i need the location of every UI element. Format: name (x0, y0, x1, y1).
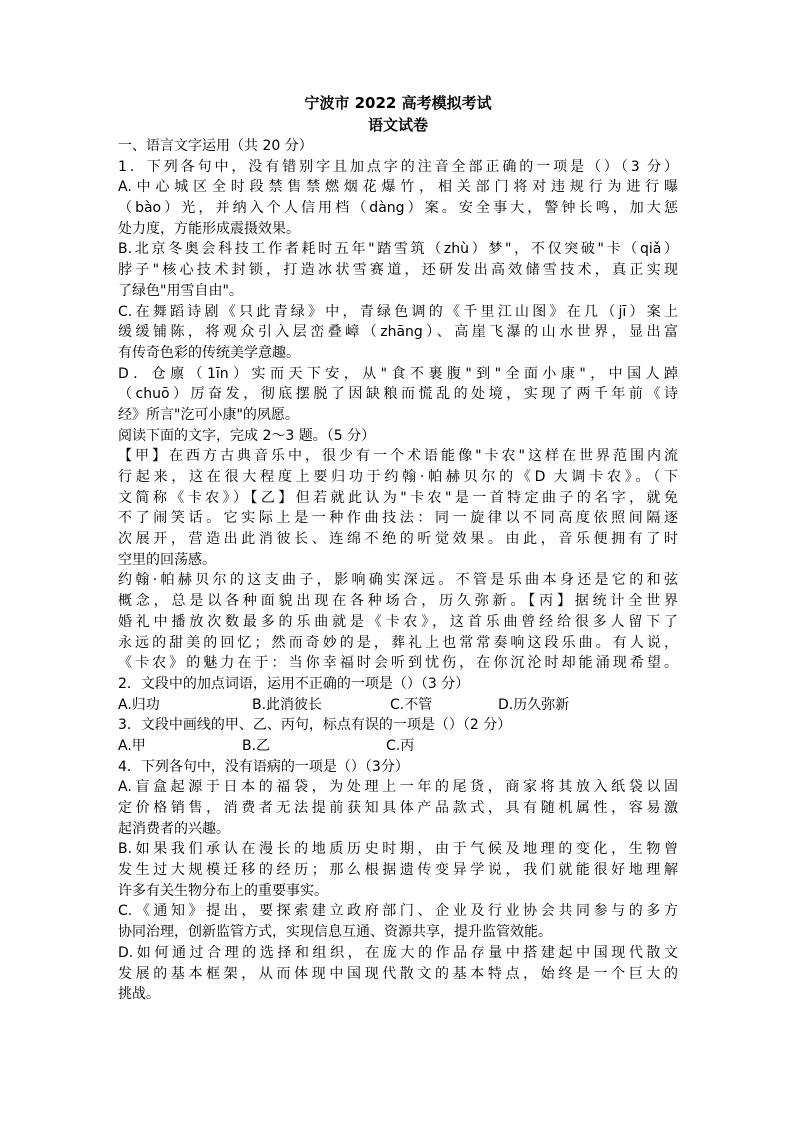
text-line: 约翰·帕赫贝尔的这支曲子，影响确实深远。不管是乐曲本身还是它的和弦 (118, 572, 678, 589)
text-line: 了绿色"用雪自由"。 (118, 282, 243, 299)
text-line: 概念，总是以各种面貌出现在各种场合，历久弥新。【丙】据统计全世界 (118, 593, 678, 610)
text-line: 【甲】在西方古典音乐中，很少有一个术语能像"卡农"这样在世界范围内流 (118, 448, 678, 465)
text-line: 处力度，方能形成震摄效果。 (118, 220, 300, 237)
text-line: 行起来，这在很大程度上要归功于约翰·帕赫贝尔的《D 大调卡农》。（下 (118, 469, 678, 485)
exam-page (118, 92, 678, 1005)
text-line: C.《通知》提出，要探索建立政府部门、企业及行业协会共同参与的多方 (118, 903, 678, 920)
exam-title: 宁波市 2022 高考模拟考试 (304, 94, 492, 112)
text-line: 阅读下面的文字，完成 2～3 题。（5 分） (118, 427, 376, 444)
text-line: 发展的基本框架，从而体现中国现代散文的基本特点，始终是一个巨大的 (118, 965, 678, 982)
question-four-text (118, 757, 678, 1005)
text-line: 《卡农》的魅力在于：当你幸福时会听到忧伤，在你沉沦时却能涌现希望。 (118, 655, 678, 672)
text-line: B.如果我们承认在漫长的地质历史时期，由于气候及地理的变化，生物曾 (118, 841, 678, 858)
text-line: D．仓廪（1īn）实而天下安，从"食不裹腹"到"全面小康"，中国人踔 (118, 365, 678, 382)
q3-option-b: B.乙 (242, 737, 271, 754)
q2-option-d: D.历久弥新 (498, 696, 570, 713)
q2-option-a: A.归功 (118, 696, 160, 713)
text-line: 文简称《卡农》）【乙】但若就此认为"卡农"是一首特定曲子的名字，就免 (118, 489, 678, 506)
text-line: 4．下列各句中，没有语病的一项是（）（3分） (118, 758, 409, 775)
text-line: 有传奇色彩的传统美学意趣。 (118, 344, 300, 361)
text-line: 许多有关生物分布上的重要事实。 (118, 882, 328, 899)
text-line: 不了闹笑话。它实际上是一种作曲技法：同一旋律以不同高度依照间隔逐 (118, 510, 678, 527)
text-line: 脖子"核心技术封锁，打造冰状雪赛道，还研发出高效储雪技术，真正实现 (118, 262, 678, 279)
text-line: D.如何通过合理的选择和组织，在庞大的作品存量中搭建起中国现代散文 (118, 944, 678, 961)
text-line: 发生过大规模迁移的经历；那么根据遗传变异学说，我们就能很好地理解 (118, 862, 678, 879)
section-one-text (118, 136, 678, 695)
q2-options (118, 695, 678, 716)
text-line: （bào）光，并纳入个人信用档（dàng）案。安全事大，警钟长鸣，加大惩 (118, 200, 678, 217)
q3-option-a: A.甲 (118, 737, 146, 754)
text-line: 缓缓铺陈，将观众引入层峦叠嶂（zhāng）、高崖飞瀑的山水世界，显出富 (118, 324, 678, 341)
text-line: C.在舞蹈诗剧《只此青绿》中，青绿色调的《千里江山图》在几（jī）案上 (118, 303, 678, 320)
text-line: 空里的回荡感。 (118, 551, 216, 568)
text-line: 2．文段中的加点词语，运用不正确的一项是（）（3 分） (118, 675, 470, 692)
text-line: 婚礼中播放次数最多的乐曲就是《卡农》，这首乐曲曾经给很多人留下了 (118, 613, 678, 630)
exam-subtitle: 语文试卷 (367, 116, 428, 134)
text-line: 定价格销售，消费者无法提前获知具体产品款式，具有随机属性，容易激 (118, 800, 678, 816)
text-line: 一、语言文字运用（共 20 分） (118, 138, 313, 154)
text-line: 协同治理，创新监管方式，实现信息互通、资源共享，提升监管效能。 (118, 924, 552, 941)
q3-stem: 3．文段中画线的甲、乙、丙句，标点有误的一项是（）（2 分） (118, 717, 512, 734)
q3-options (118, 736, 678, 757)
text-line: A.盲盒起源于日本的福袋，为处理上一年的尾货，商家将其放入纸袋以固 (118, 779, 678, 796)
q2-option-b: B.此消彼长 (252, 696, 323, 713)
q2-option-c: C.不管 (390, 696, 433, 713)
text-line: 挑战。 (118, 986, 160, 1003)
text-line: （chuō）厉奋发，彻底摆脱了因缺粮而慌乱的处境，实现了两千年前《诗 (118, 386, 678, 403)
text-line: 1．下列各句中，没有错别字且加点字的注音全部正确的一项是（）（3 分） (118, 158, 678, 175)
text-line: 永远的甜美的回忆；然而奇妙的是，葬礼上也常常奏响这段乐曲。有人说， (118, 634, 678, 651)
text-line: 经》所言"汔可小康"的夙愿。 (118, 406, 299, 423)
text-line: B.北京冬奥会科技工作者耗时五年"踏雪筑（zhù）梦"，不仅突破"卡（qiǎ） (118, 241, 678, 258)
q3-option-c: C.丙 (386, 737, 415, 754)
text-line: A.中心城区全时段禁售禁燃烟花爆竹，相关部门将对违规行为进行曝 (118, 179, 678, 196)
text-line: 次展开，营造出此消彼长、连绵不绝的听觉效果。由此，音乐便拥有了时 (118, 531, 678, 548)
text-line: 起消费者的兴趣。 (118, 820, 230, 837)
